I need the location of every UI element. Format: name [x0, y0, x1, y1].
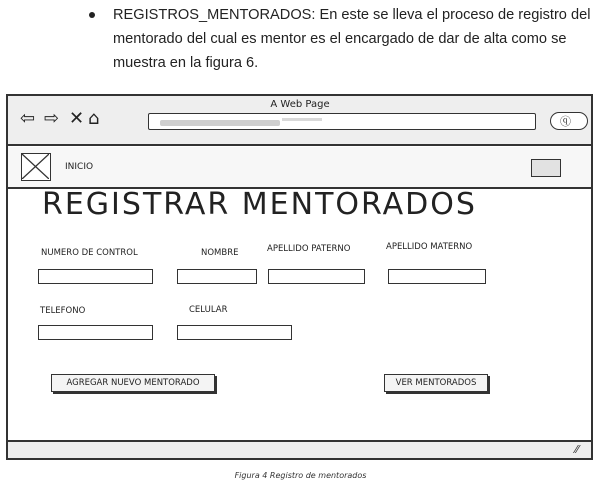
figure-caption: Figura 4 Registro de mentorados [234, 471, 367, 480]
browser-title: A Web Page [270, 99, 330, 110]
nav-item-inicio[interactable]: INICIO [65, 162, 94, 172]
close-icon[interactable]: ✕ [69, 108, 85, 129]
label-apellido-paterno: APELLIDO PATERNO [267, 244, 351, 254]
address-placeholder-blur [282, 118, 322, 121]
address-placeholder-blur [160, 120, 280, 126]
description-paragraph: REGISTROS_MENTORADOS: En este se lleva el proceso de registro del mentorado del cual es mentor es el encargado de dar de alta como se muestra en la figura 6. [113, 7, 591, 71]
label-apellido-materno: APELLIDO MATERNO [386, 242, 473, 252]
resize-grip-icon[interactable]: ⁄⁄ [575, 443, 579, 456]
label-celular: CELULAR [189, 305, 228, 315]
view-mentorados-button[interactable]: VER MENTORADOS [384, 374, 488, 392]
celular-input[interactable] [177, 325, 292, 340]
forward-arrow-icon[interactable]: ⇨ [44, 108, 60, 129]
numero-control-input[interactable] [38, 269, 153, 284]
label-telefono: TELEFONO [40, 306, 86, 316]
apellido-materno-input[interactable] [388, 269, 486, 284]
label-numero-control: NUMERO DE CONTROL [41, 248, 138, 258]
back-arrow-icon[interactable]: ⇦ [20, 108, 36, 129]
page-title: REGISTRAR MENTORADOS [42, 187, 477, 222]
user-menu-button[interactable] [531, 159, 561, 177]
nombre-input[interactable] [177, 269, 257, 284]
add-mentorado-button[interactable]: AGREGAR NUEVO MENTORADO [51, 374, 215, 392]
apellido-paterno-input[interactable] [268, 269, 365, 284]
bullet-dot [89, 12, 95, 18]
logo-placeholder [21, 153, 51, 181]
label-nombre: NOMBRE [201, 248, 239, 258]
status-bar [8, 440, 591, 458]
search-icon: ⓠ [560, 115, 571, 128]
telefono-input[interactable] [38, 325, 153, 340]
home-icon[interactable]: ⌂ [88, 108, 100, 129]
menu-bar [8, 147, 591, 189]
